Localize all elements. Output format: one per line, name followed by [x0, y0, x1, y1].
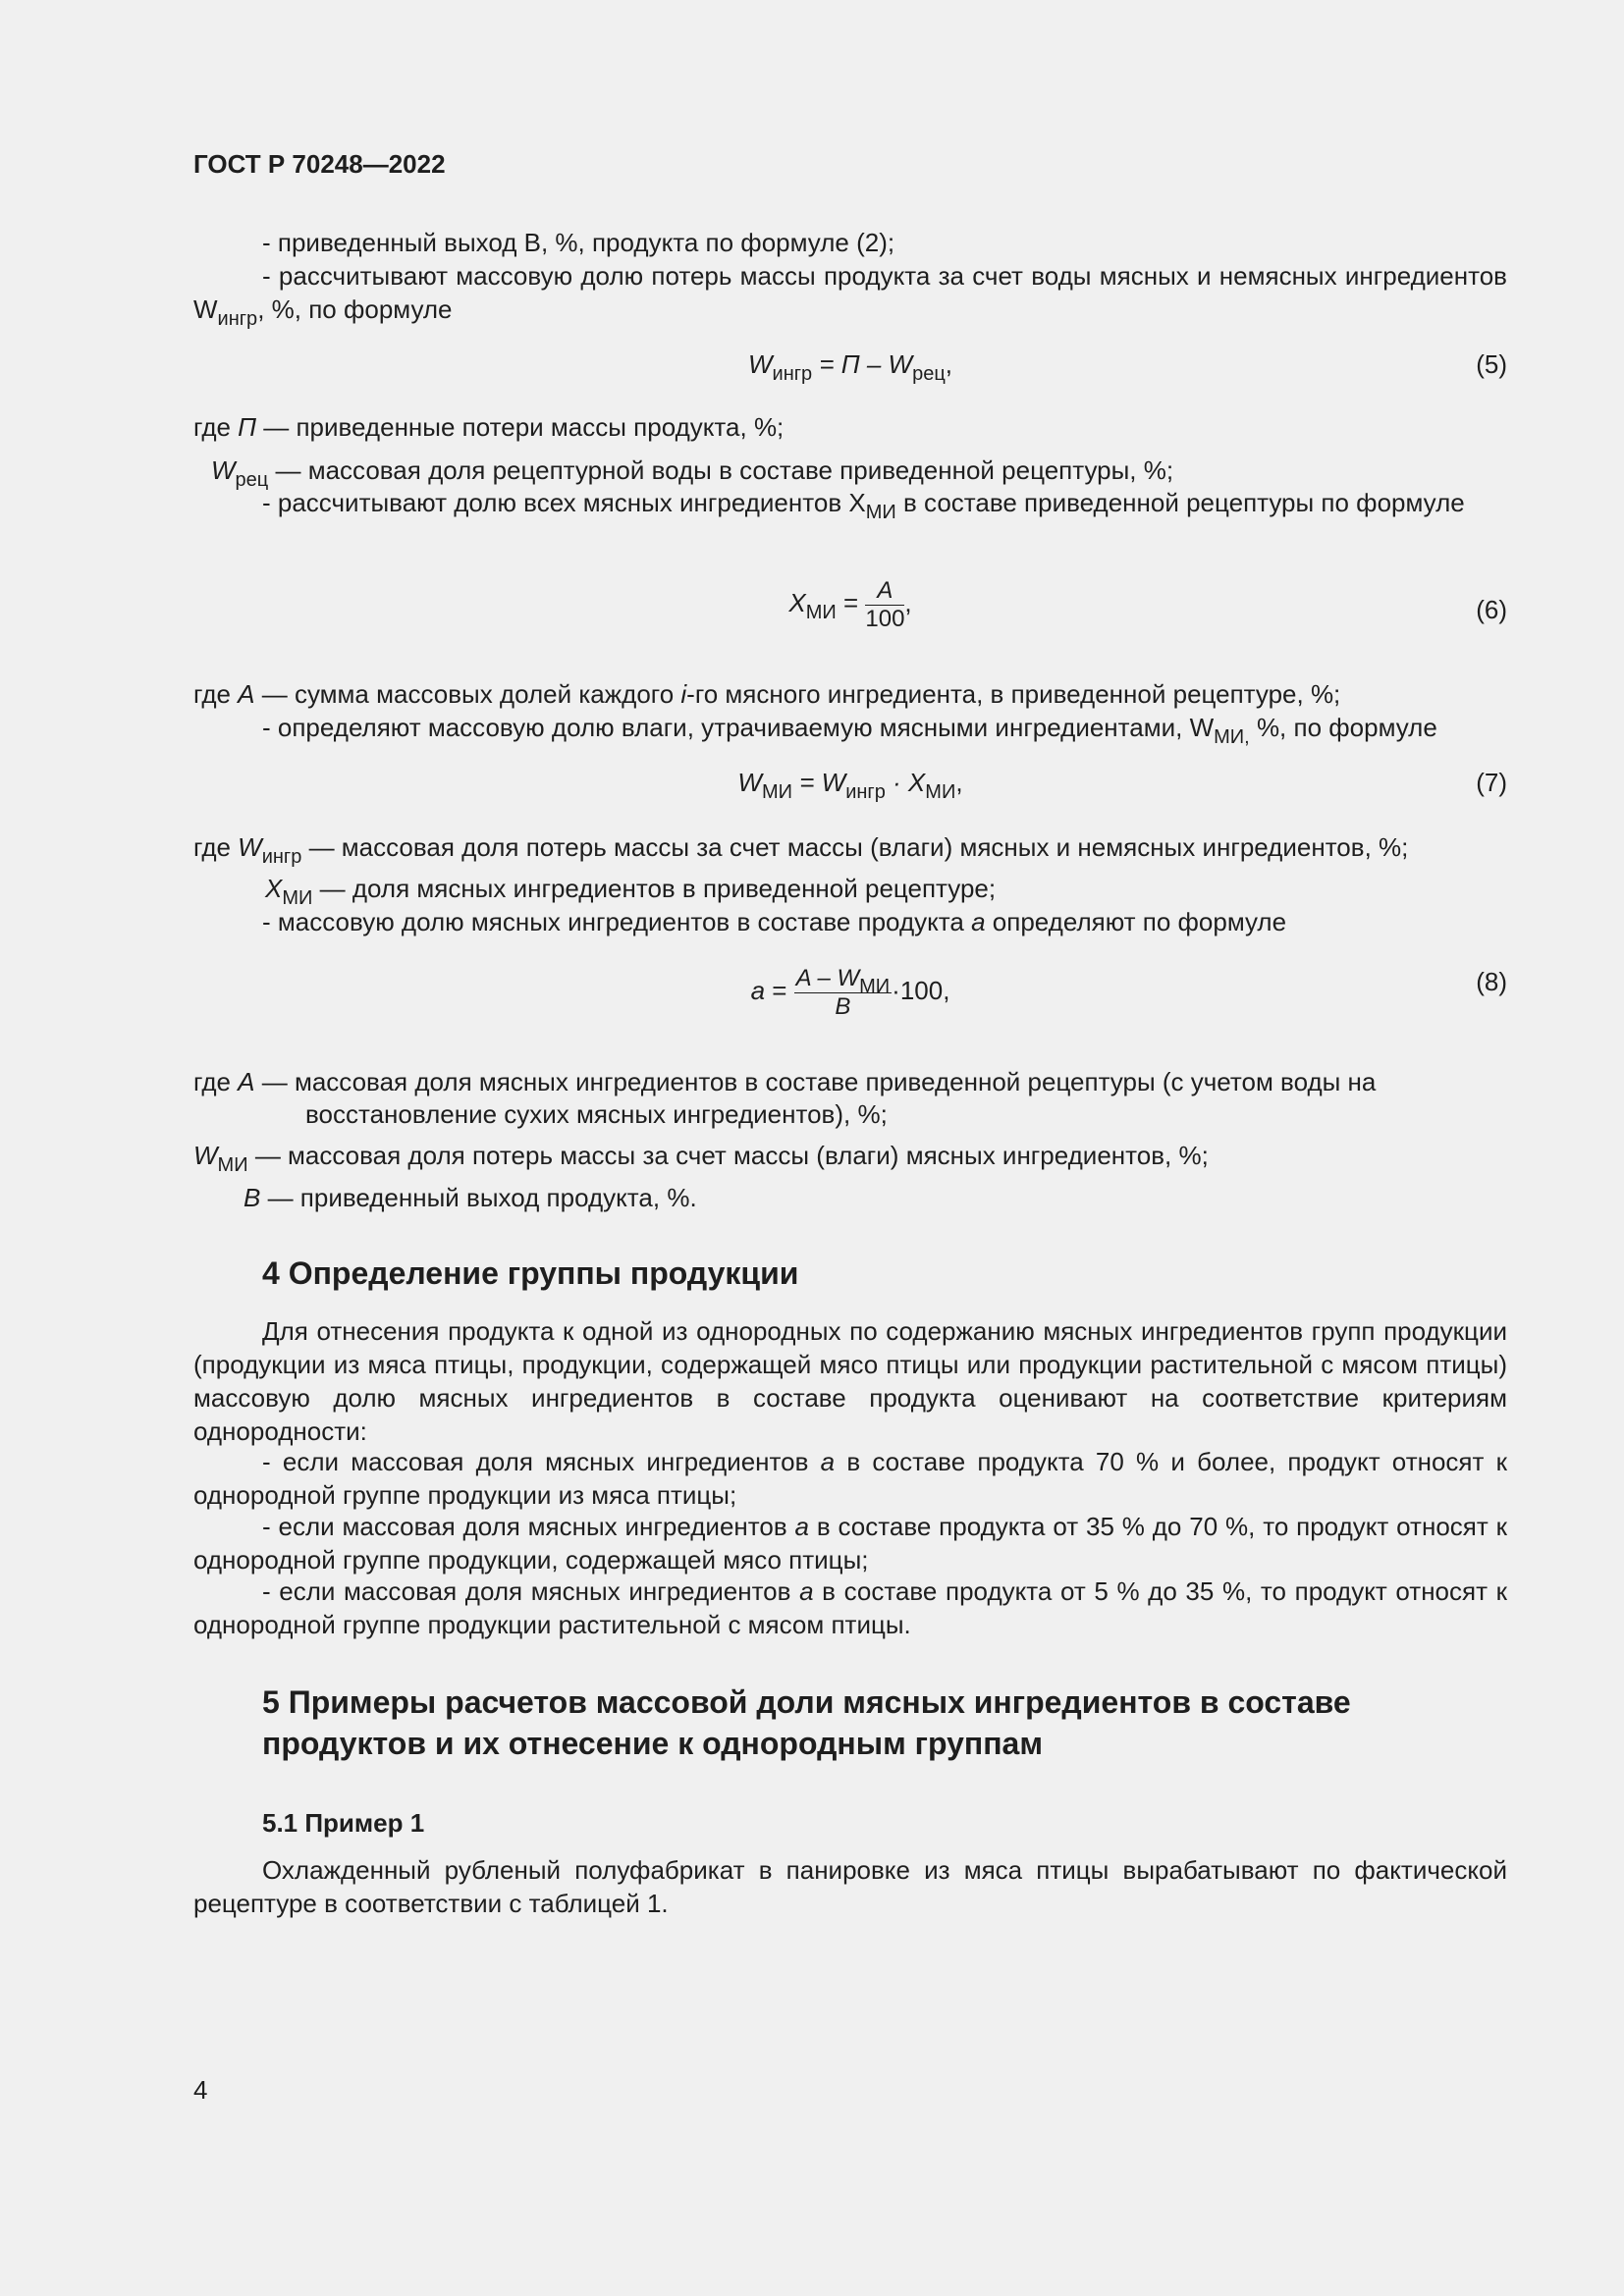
definition-line: где A — массовая доля мясных ингредиентов в составе приведенной рецептуры (с учетом воды на — [193, 1067, 1377, 1096]
formula-6: $X_{МИ}$ = $\frac{A}{100}$ , — [788, 576, 912, 632]
section-heading: 4 Определение группы продукции — [262, 1255, 799, 1291]
list-item: - приведенный выход В, %, продукта по формуле (2); — [262, 228, 895, 257]
equation-number: (8) — [1476, 967, 1507, 996]
fraction: $\frac{A - W_{МИ}}{B}$ — [795, 964, 891, 1020]
paragraph: Охлажденный рубленый полуфабрикат в панировке из мяса птицы вырабатывают по фактической рецептуре в соответствии с таблицей 1. — [193, 1855, 1507, 1918]
definition-line: B — приведенный выход продукта, %. — [244, 1183, 697, 1212]
document-header: ГОСТ Р 70248—2022 — [193, 149, 446, 179]
definition-line-cont: восстановление сухих мясных ингредиентов), %; — [305, 1099, 888, 1129]
definition-line: где П — приведенные потери массы продукта, %; — [193, 412, 785, 442]
list-item: - массовую долю мясных ингредиентов в составе продукта a определяют по формуле — [262, 907, 1287, 936]
paragraph: Для отнесения продукта к одной из однородных по содержанию мясных ингредиентов групп продукции (продукции из мяса птицы, продукции, содержащей мясо птицы или продукции растительной с мясом птицы) массовую долю мясных ингредиентов в составе продукта оценивают на соответствие критериям однородности: — [193, 1316, 1507, 1446]
list-item: - если массовая доля мясных ингредиентов a в составе продукта 70 % и более, продукт относят к однородной группе продукции из мяса птицы; — [193, 1447, 1507, 1510]
definition-line: $W_{рец}$ — массовая доля рецептурной воды в составе приведенной рецептуры, %; — [211, 455, 1174, 491]
formula-5: $W_{ингр} = П - W_{рец}$, — [747, 349, 953, 385]
subsection-heading: 5.1 Пример 1 — [262, 1808, 425, 1838]
definition-line: где $W_{ингр}$ — массовая доля потерь массы за счет массы (влаги) мясных и немясных ингредиентов, %; — [193, 832, 1409, 868]
formula-8: a = $\frac{A - W_{МИ}}{B}$ ·100, — [750, 964, 950, 1020]
formula-7: $W_{МИ} = W_{ингр} \cdot X_{МИ}$, — [737, 768, 963, 803]
list-item: - определяют массовую долю влаги, утрачиваемую мясными ингредиентами, $W_{МИ,}$ %, по формуле — [262, 713, 1437, 748]
definition-line: $W_{МИ}$ — массовая доля потерь массы за счет массы (влаги) мясных ингредиентов, %; — [193, 1141, 1209, 1176]
definition-line: $X_{МИ}$ — доля мясных ингредиентов в приведенной рецептуре; — [265, 874, 997, 909]
definition-line: где A — сумма массовых долей каждого i-го мясного ингредиента, в приведенной рецептуре, %; — [193, 679, 1341, 709]
paragraph: - рассчитывают массовую долю потерь массы продукта за счет воды мясных и немясных ингредиентов $W_{ингр}$, %, по формуле — [193, 261, 1507, 330]
equation-number: (6) — [1476, 595, 1507, 624]
section-heading: 5 Примеры расчетов массовой доли мясных ингредиентов в составе продуктов и их отнесение к однородным группам — [262, 1684, 1351, 1761]
paragraph: - рассчитывают долю всех мясных ингредиентов $X_{МИ}$ в составе приведенной рецептуры по формуле — [262, 488, 1465, 523]
fraction: $\frac{A}{100}$ — [865, 576, 905, 632]
list-item: - если массовая доля мясных ингредиентов a в составе продукта от 35 % до 70 %, то продукт относят к однородной группе продукции, содержащей мясо птицы; — [193, 1512, 1507, 1575]
equation-number: (7) — [1476, 768, 1507, 797]
equation-number: (5) — [1476, 349, 1507, 379]
list-item: - если массовая доля мясных ингредиентов a в составе продукта от 5 % до 35 %, то продукт относят к однородной группе продукции растительной с мясом птицы. — [193, 1576, 1507, 1639]
page-number: 4 — [193, 2075, 208, 2105]
